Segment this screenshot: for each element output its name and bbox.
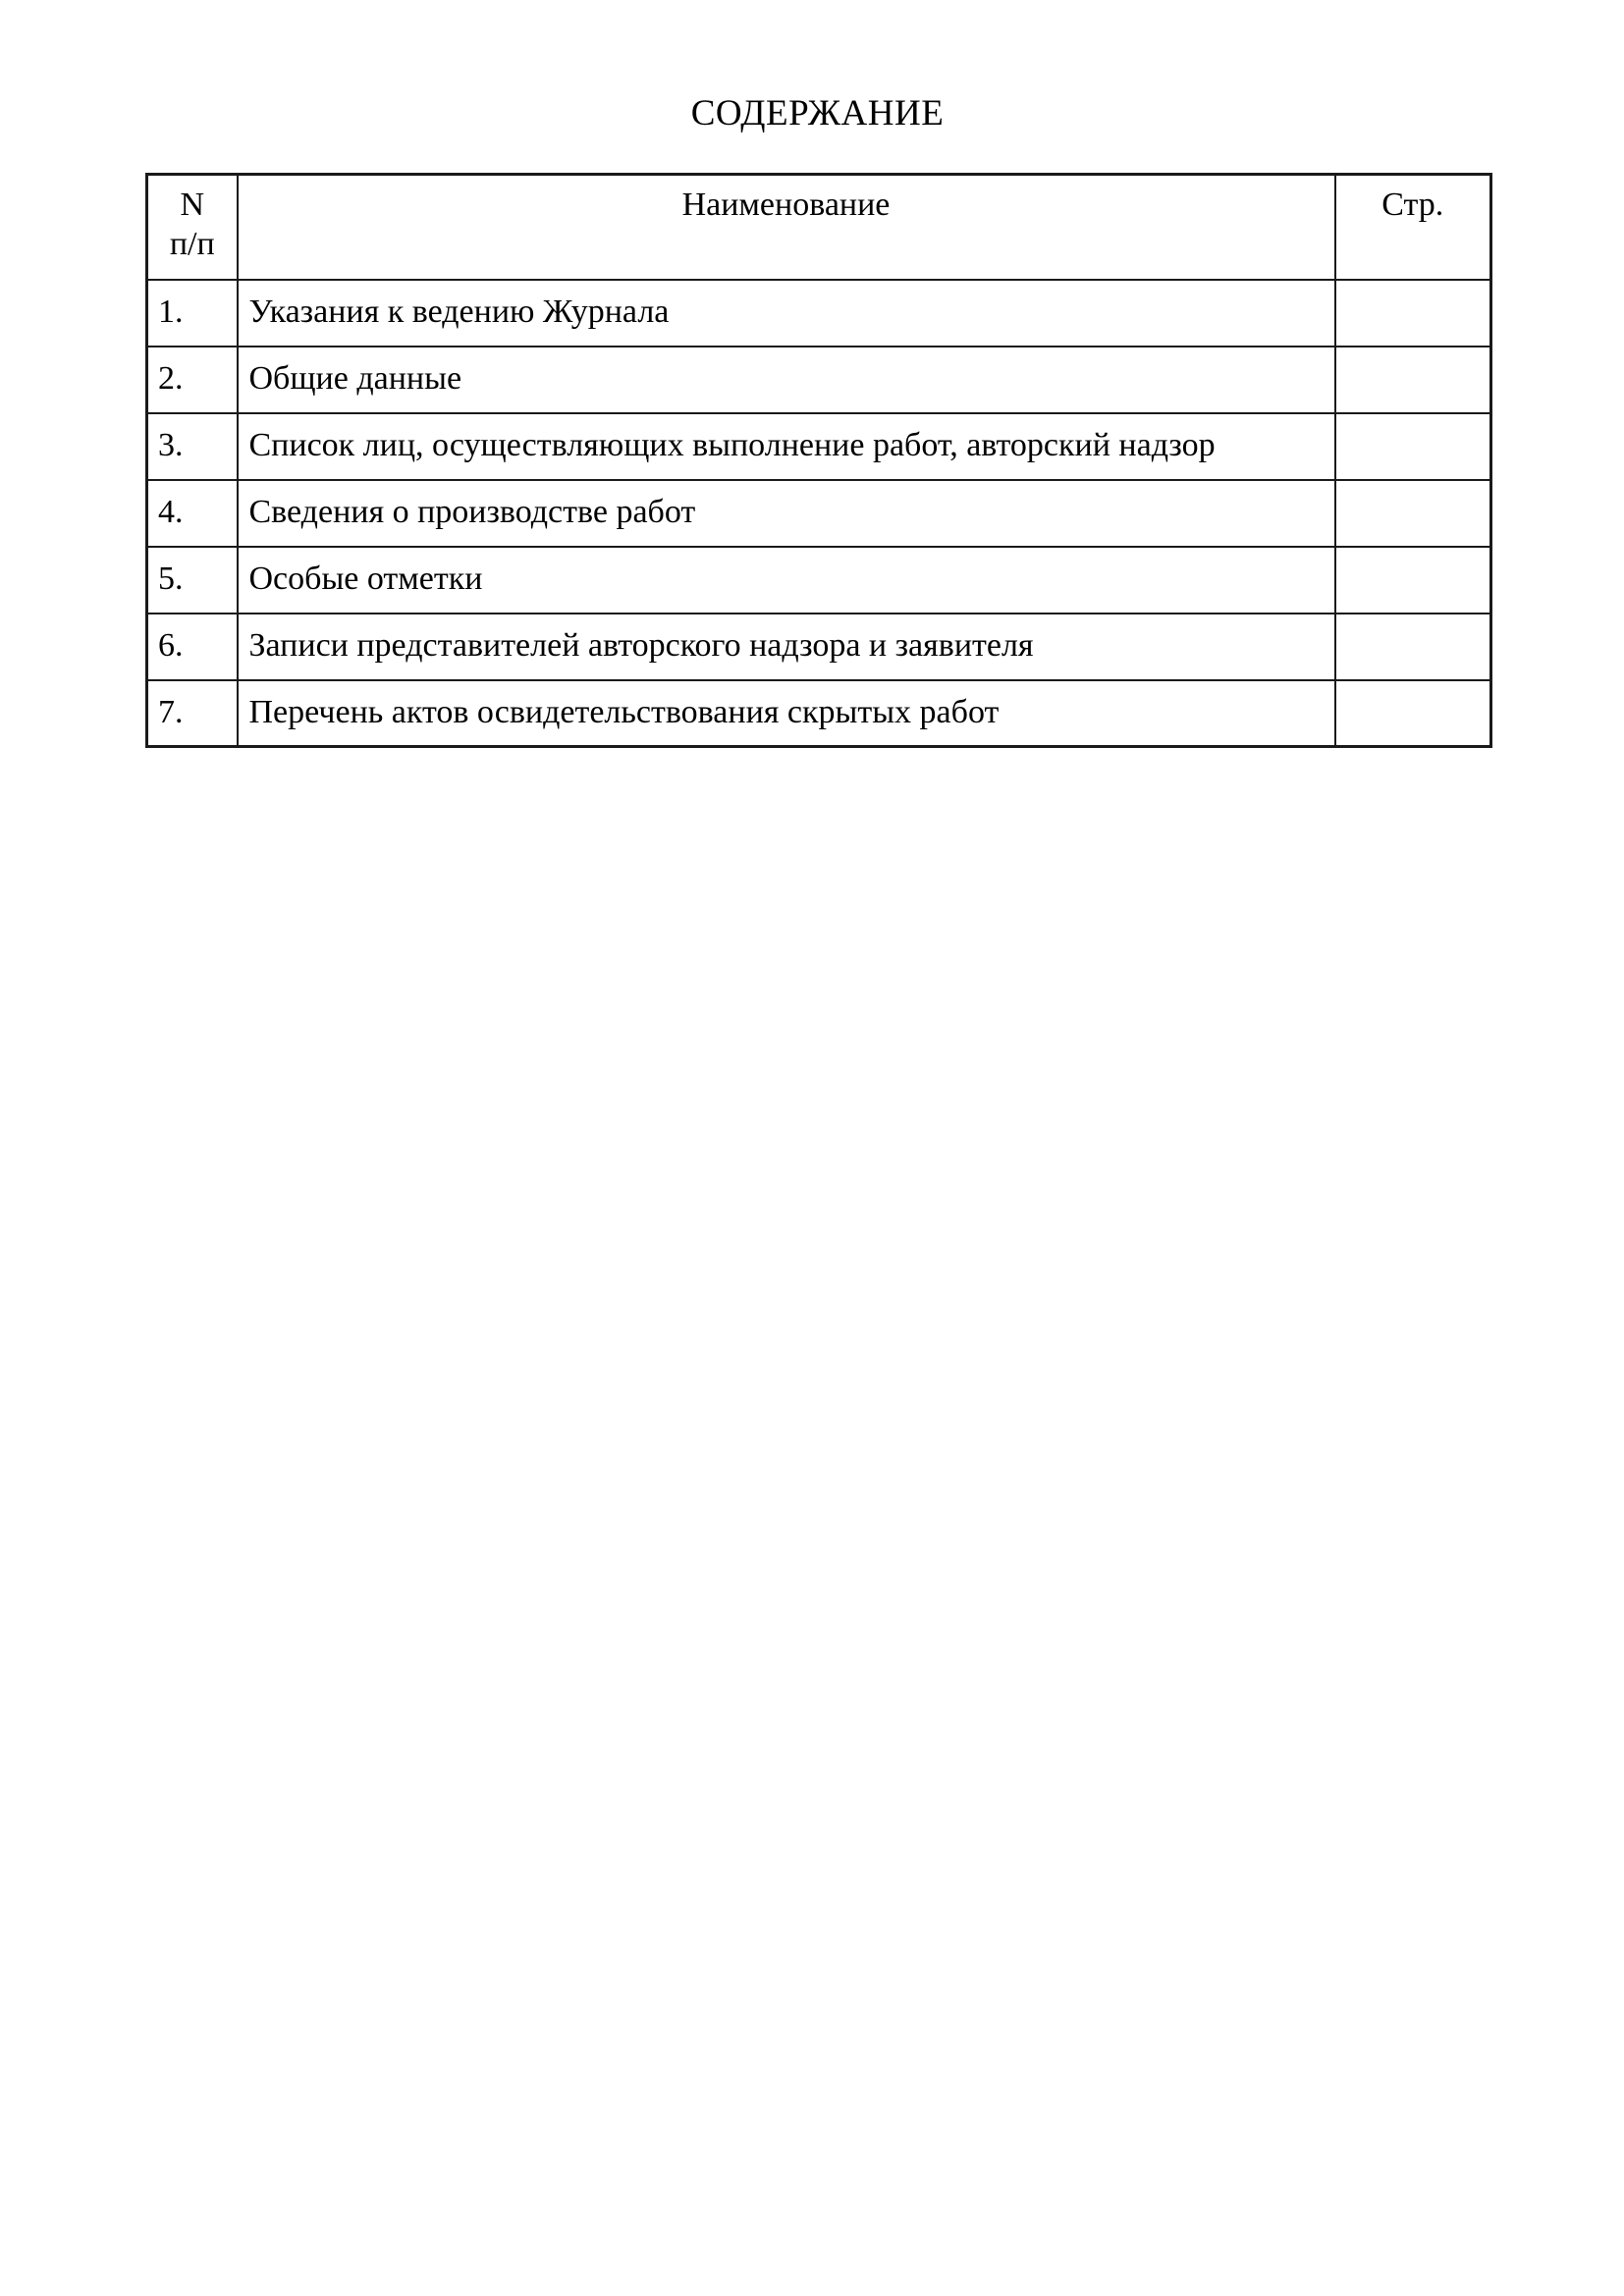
- table-row: [147, 280, 1491, 347]
- row-page: [1335, 680, 1491, 747]
- col-header-name: Наименование: [238, 175, 1335, 280]
- row-page: [1335, 480, 1491, 547]
- row-title: Общие данные: [238, 347, 1335, 413]
- table-row: [147, 614, 1491, 680]
- header-row: [147, 175, 1491, 280]
- row-page: [1335, 413, 1491, 480]
- row-title: Записи представителей авторского надзора и заявителя: [238, 614, 1335, 680]
- row-title: Список лиц, осуществляющих выполнение работ, авторский надзор: [238, 413, 1335, 480]
- row-number: 4.: [147, 480, 238, 547]
- table-row: [147, 480, 1491, 547]
- row-number: 6.: [147, 614, 238, 680]
- col-header-page: Стр.: [1335, 175, 1491, 280]
- row-number: 3.: [147, 413, 238, 480]
- table-row: [147, 347, 1491, 413]
- row-page: [1335, 280, 1491, 347]
- row-page: [1335, 614, 1491, 680]
- row-number: 2.: [147, 347, 238, 413]
- col-header-num-line1: N: [180, 187, 205, 223]
- table-row: [147, 547, 1491, 614]
- row-title: Перечень актов освидетельствования скрытых работ: [238, 680, 1335, 747]
- row-page: [1335, 347, 1491, 413]
- row-title: Сведения о производстве работ: [238, 480, 1335, 547]
- table-row: [147, 680, 1491, 747]
- table-row: [147, 413, 1491, 480]
- row-page: [1335, 547, 1491, 614]
- row-title: Указания к ведению Журнала: [238, 280, 1335, 347]
- row-number: 1.: [147, 280, 238, 347]
- row-number: 5.: [147, 547, 238, 614]
- row-title: Особые отметки: [238, 547, 1335, 614]
- page-title: СОДЕРЖАНИЕ: [690, 93, 945, 133]
- col-header-num: [147, 175, 238, 280]
- row-number: 7.: [147, 680, 238, 747]
- col-header-num-line2: п/п: [169, 226, 215, 262]
- toc-table: [145, 173, 1492, 748]
